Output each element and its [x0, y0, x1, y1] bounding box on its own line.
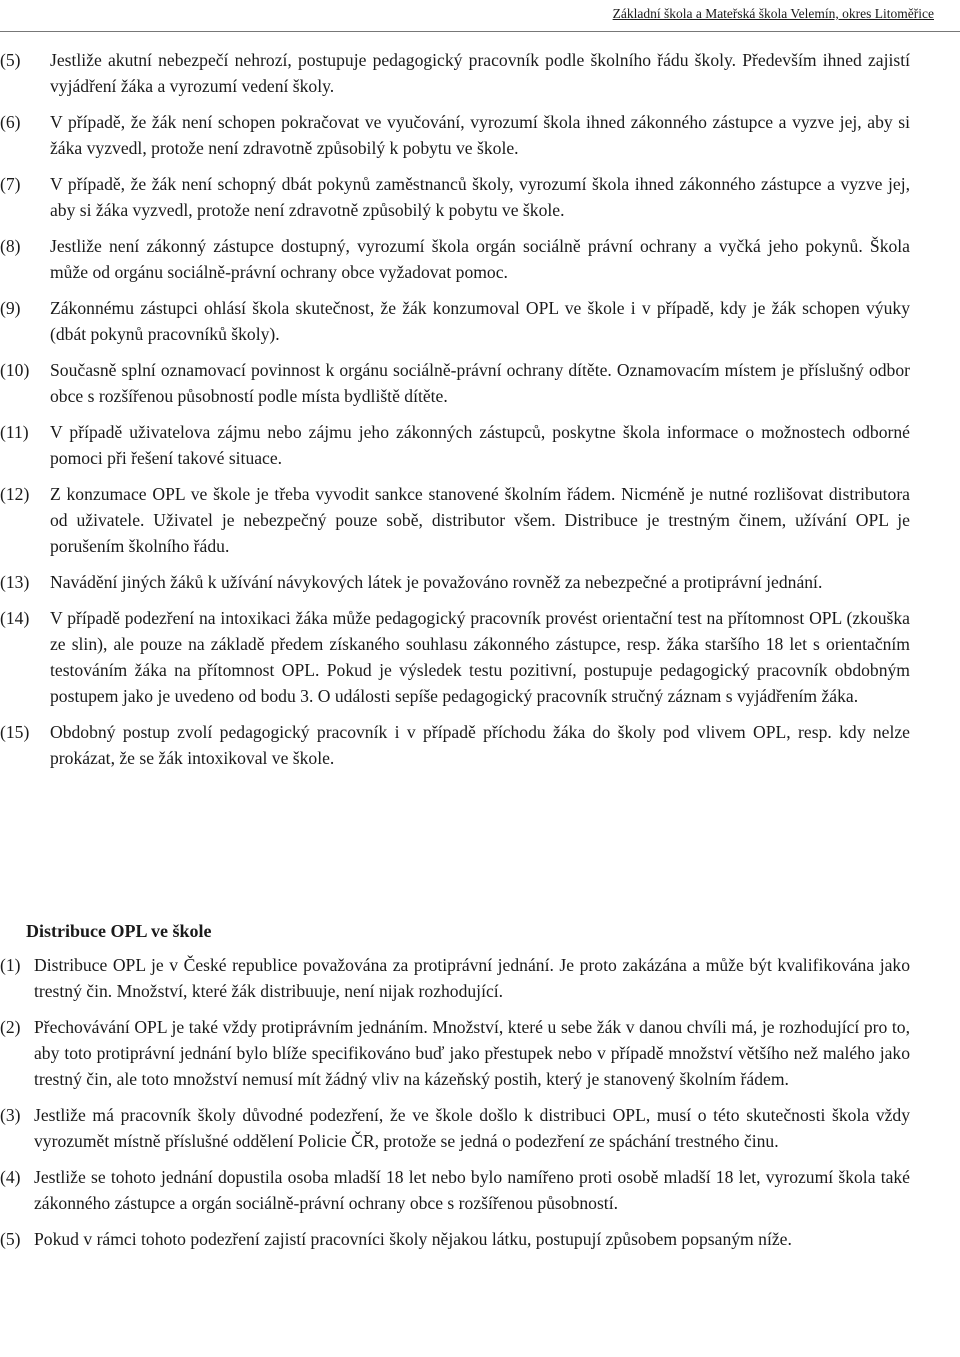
item-number: (8): [0, 236, 21, 256]
procedure-list: [0, 47, 960, 771]
list-item: [0, 1226, 910, 1252]
item-number: (9): [0, 298, 21, 318]
list-item: [0, 605, 910, 709]
list-item: [0, 569, 910, 595]
item-text: Zákonnému zástupci ohlásí škola skutečnost, že žák konzumoval OPL ve škole i v případě, kdy je žák schopen výuky (dbát pokynů pracovníků školy).: [50, 298, 910, 344]
header-divider: [0, 31, 960, 32]
item-text: Současně splní oznamovací povinnost k orgánu sociálně-právní ochrany dítěte. Oznamovacím místem je příslušný odbor obce s rozšířenou působností podle místa bydliště dítěte.: [50, 360, 910, 406]
item-number: (5): [0, 1229, 21, 1249]
item-text: V případě, že žák není schopen pokračovat ve vyučování, vyrozumí škola ihned zákonného zástupce a vyzve jej, aby si žáka vyzvedl, protože není zdravotně způsobilý k pobytu ve škole.: [50, 112, 910, 158]
item-number: (10): [0, 360, 30, 380]
item-number: (5): [0, 50, 21, 70]
list-item: [0, 47, 910, 99]
list-item: [0, 419, 910, 471]
item-number: (15): [0, 722, 30, 742]
list-item: [0, 952, 910, 1004]
item-text: V případě uživatelova zájmu nebo zájmu jeho zákonných zástupců, poskytne škola informace o možnostech odborné pomoci při řešení takové situace.: [50, 422, 910, 468]
page-header: Základní škola a Mateřská škola Velemín, okres Litoměřice: [612, 6, 934, 21]
item-text: Pokud v rámci tohoto podezření zajistí pracovníci školy nějakou látku, postupují způsobem popsaným níže.: [34, 1229, 792, 1249]
distribution-section: [0, 918, 960, 1252]
item-text: Navádění jiných žáků k užívání návykových látek je považováno rovněž za nebezpečné a protiprávní jednání.: [50, 572, 823, 592]
section-heading: Distribuce OPL ve škole: [26, 921, 212, 941]
item-number: (2): [0, 1017, 21, 1037]
item-number: (4): [0, 1167, 21, 1187]
item-number: (3): [0, 1105, 21, 1125]
item-number: (6): [0, 112, 21, 132]
item-text: Obdobný postup zvolí pedagogický pracovník i v případě příchodu žáka do školy pod vlivem OPL, resp. kdy nelze prokázat, že se žák intoxikoval ve škole.: [50, 722, 910, 768]
list-item: [0, 481, 910, 559]
item-number: (11): [0, 422, 29, 442]
list-item: [0, 171, 910, 223]
list-item: [0, 233, 910, 285]
item-text: Přechovávání OPL je také vždy protiprávním jednáním. Množství, které u sebe žák v danou chvíli má, je rozhodující pro to, aby toto protiprávní jednání bylo blíže specifikováno buď jako přestupek nebo v případě množství většího než malého jako trestný čin, ale toto množství nemusí mít žádný vliv na kázeňský postih, který je stanovený školním řádem.: [34, 1017, 910, 1089]
item-text: Jestliže má pracovník školy důvodné podezření, že ve škole došlo k distribuci OPL, musí o této skutečnosti škola vždy vyrozumět místně příslušné oddělení Policie ČR, protože se jedná o podezření ze spáchání trestného činu.: [34, 1105, 910, 1151]
list-item: [0, 1102, 910, 1154]
list-item: [0, 1164, 910, 1216]
list-item: [0, 719, 910, 771]
item-number: (14): [0, 608, 30, 628]
list-item: [0, 109, 910, 161]
item-text: Distribuce OPL je v České republice považována za protiprávní jednání. Je proto zakázána a může být kvalifikována jako trestný čin. Množství, které žák distribuuje, není nijak rozhodující.: [34, 955, 910, 1001]
item-number: (1): [0, 955, 21, 975]
list-item: [0, 357, 910, 409]
item-number: (7): [0, 174, 21, 194]
list-item: [0, 1014, 910, 1092]
item-number: (13): [0, 572, 30, 592]
item-text: V případě podezření na intoxikaci žáka může pedagogický pracovník provést orientační test na přítomnost OPL (zkouška ze slin), ale pouze na základě předem získaného souhlasu zákonného zástupce, resp. žáka staršího 18 let s orientačním testováním žáka na přítomnost OPL. Pokud je výsledek testu pozitivní, postupuje pedagogický pracovník obdobným postupem jako je uvedeno od bodu 3. O události sepíše pedagogický pracovník stručný záznam s vyjádřením žáka.: [50, 608, 910, 706]
item-text: V případě, že žák není schopný dbát pokynů zaměstnanců školy, vyrozumí škola ihned zákonného zástupce a vyzve jej, aby si žáka vyzvedl, protože není zdravotně způsobilý k pobytu ve škole.: [50, 174, 910, 220]
item-number: (12): [0, 484, 30, 504]
item-text: Z konzumace OPL ve škole je třeba vyvodit sankce stanovené školním řádem. Nicméně je nutné rozlišovat distributora od uživatele. Uživatel je nebezpečný pouze sobě, distributor všem. Distribuce je trestným činem, užívání OPL je porušením školního řádu.: [50, 484, 910, 556]
item-text: Jestliže není zákonný zástupce dostupný, vyrozumí škola orgán sociálně právní ochrany a vyčká jeho pokynů. Škola může od orgánu sociálně-právní ochrany obce vyžadovat pomoc.: [50, 236, 910, 282]
item-text: Jestliže se tohoto jednání dopustila osoba mladší 18 let nebo bylo namířeno proti osobě mladší 18 let, vyrozumí škola také zákonného zástupce a orgán sociálně-právní ochrany obce s rozšířenou působností.: [34, 1167, 910, 1213]
list-item: [0, 295, 910, 347]
item-text: Jestliže akutní nebezpečí nehrozí, postupuje pedagogický pracovník podle školního řádu školy. Především ihned zajistí vyjádření žáka a vyrozumí vedení školy.: [50, 50, 910, 96]
